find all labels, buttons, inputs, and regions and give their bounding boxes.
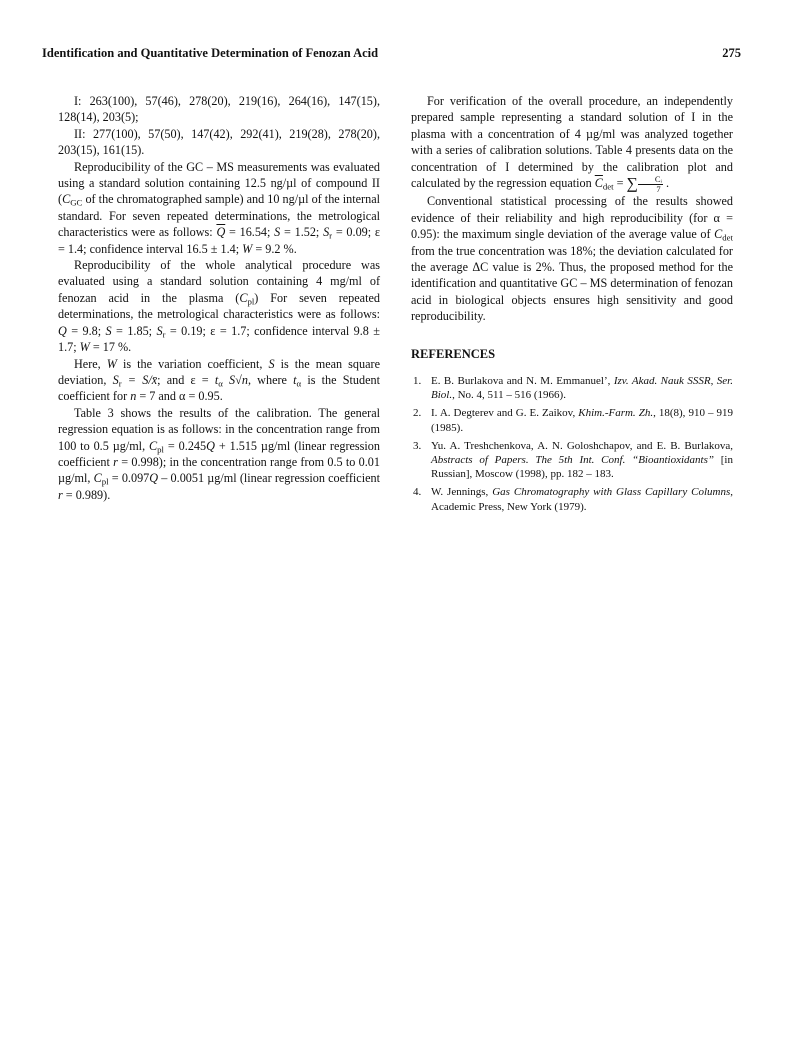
paragraph-verification: For verification of the overall procedure, an independently prepared sample representing a standard solution of I in the plasma with a concentration of 4 µg/ml was analyzed together with a series of calibration solutions. Table 4 presents data on the concentration of I determined by the calibration plot and calculated by the regression equation $\overline{C}_{det}$ = ∑ $\frac{\text{Cᵢ}}{7}$ . [411,94,733,194]
mass-spectrum-compound-i: I: 263(100), 57(46), 278(20), 219(16), 264(16), 147(15), 128(14), 203(5); [58,94,380,125]
page-number: 275 [722,46,741,60]
paragraph-procedure-reproducibility: Reproducibility of the whole analytical procedure was evaluated using a standard solution containing 4 mg/ml of fenozan acid in the plasma $(C_{pl})$ For seven repeated determinations, the metrological characteristics were as follows: Q = 9.8; S = 1.85; $S_r = 0.19$; ε = 1.7; confidence interval 9.8 ± 1.7; W = 17 %. [58,258,380,355]
paragraph-conclusion: Conventional statistical processing of the results showed evidence of their reliability and high reproducibility (for α = 0.95): the maximum single deviation of the average value of $C_{det}$ from the true concentration was 18%; the deviation calculated for the average ΔC value is 2%. Thus, the proposed method for the identification and quantitative GC – MS determination of fenozan acid in biological objects ensures high sensitivity and good reproducibility. [411,194,733,324]
left-column [58,93,380,503]
right-column [411,93,733,518]
paragraph-definitions: Here, W is the variation coefficient, S is the mean square deviation, $S_r$ = S/x̄; and $\varepsilon = t_\alpha$ S√n, where $t_\alpha$ is the Student coefficient for n = 7 and α = 0.95. [58,356,380,404]
paragraph-gc-ms-reproducibility: Reproducibility of the GC – MS measurements was evaluated using a standard solution containing 12.5 ng/µl of compound II ($C_{GC}$ of the chromatographed sample) and 10 ng/µl of the internal standard. For seven repeated determinations, the metrological characteristics were as follows: $\overline{Q} = 16.54$; S = 1.52; $S_r = 0.09$; ε = 1.4; confidence interval 16.5 ± 1.4; W = 9.2 %. [58,159,380,256]
summation-symbol: ∑ [626,175,638,193]
reference-item: 1. E. B. Burlakova and N. M. Emmanuel’, Izv. Akad. Nauk SSSR, Ser. Biol., No. 4, 511 – 516 (1966). [413,374,733,402]
running-header [42,46,741,64]
paragraph-calibration: Table 3 shows the results of the calibration. The general regression equation is as follows: in the concentration range from 100 to 0.5 µg/ml, $C_{pl} = 0.245Q + 1.515$ µg/ml (linear regression coefficient r = 0.998); in the concentration range from 0.5 to 0.01 µg/ml, $C_{pl} = 0.097Q - 0.0051$ µg/ml (linear regression coefficient r = 0.989). [58,405,380,502]
reference-item: 2. I. A. Degterev and G. E. Zaikov, Khim.-Farm. Zh., 18(8), 910 – 919 (1985). [413,407,734,434]
reference-item: 3. Yu. A. Treshchenkova, A. N. Goloshchapov, and E. B. Burlakova, Abstracts of Papers. The 5th Int. Conf. “Bioantioxidants” [in Russian], Moscow (1998), pp. 182 – 183. [413,439,733,481]
references-list [411,374,733,514]
fraction: $\frac{\text{Cᵢ}}{7}$ [638,175,663,193]
references-heading: REFERENCES [411,346,496,361]
running-title: Identification and Quantitative Determination of Fenozan Acid [42,46,379,60]
reference-item: 4. W. Jennings, Gas Chromatography with Glass Capillary Columns, Academic Press, New York (1979). [413,486,733,513]
mass-spectrum-compound-ii: II: 277(100), 57(50), 147(42), 292(41), 219(28), 278(20), 203(15), 161(15). [58,126,380,158]
